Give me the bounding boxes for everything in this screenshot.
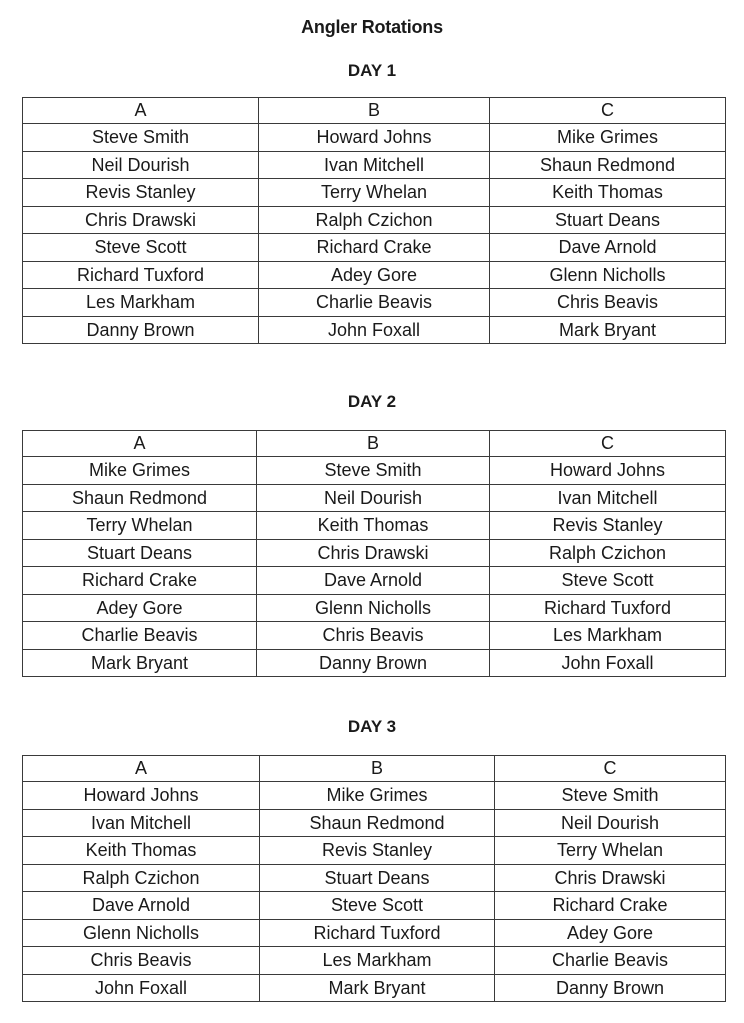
angler-cell: Howard Johns: [259, 124, 490, 152]
angler-cell: John Foxall: [23, 974, 260, 1002]
angler-cell: Keith Thomas: [257, 512, 490, 540]
angler-cell: Steve Scott: [260, 892, 495, 920]
angler-cell: Shaun Redmond: [490, 151, 726, 179]
angler-cell: Terry Whelan: [23, 512, 257, 540]
angler-cell: Terry Whelan: [259, 179, 490, 207]
column-header: B: [259, 98, 490, 124]
column-header: A: [23, 98, 259, 124]
angler-cell: Terry Whelan: [495, 837, 726, 865]
day-3-heading: DAY 3: [347, 717, 397, 736]
table-row: [23, 837, 726, 865]
angler-cell: Richard Crake: [23, 567, 257, 595]
angler-cell: Les Markham: [23, 289, 259, 317]
angler-cell: Stuart Deans: [23, 539, 257, 567]
angler-cell: Shaun Redmond: [23, 484, 257, 512]
angler-cell: Keith Thomas: [23, 837, 260, 865]
column-header: A: [23, 431, 257, 457]
angler-cell: Chris Beavis: [490, 289, 726, 317]
table-row: [23, 947, 726, 975]
angler-cell: Charlie Beavis: [495, 947, 726, 975]
table-row: [23, 457, 726, 485]
table-row: [23, 622, 726, 650]
angler-cell: Adey Gore: [495, 919, 726, 947]
angler-cell: Danny Brown: [257, 649, 490, 677]
angler-cell: Charlie Beavis: [23, 622, 257, 650]
angler-cell: Steve Scott: [23, 234, 259, 262]
column-header: C: [490, 431, 726, 457]
angler-cell: Mike Grimes: [260, 782, 495, 810]
angler-cell: Howard Johns: [490, 457, 726, 485]
angler-cell: Ivan Mitchell: [490, 484, 726, 512]
table-row: [23, 206, 726, 234]
day-2-table: [22, 430, 726, 677]
angler-cell: Revis Stanley: [260, 837, 495, 865]
document-title: Angler Rotations: [301, 17, 443, 37]
table-row: [23, 809, 726, 837]
angler-cell: Steve Smith: [257, 457, 490, 485]
angler-cell: Dave Arnold: [257, 567, 490, 595]
table-header-row: [23, 756, 726, 782]
angler-cell: Richard Tuxford: [260, 919, 495, 947]
table-row: [23, 919, 726, 947]
angler-cell: Neil Dourish: [23, 151, 259, 179]
angler-cell: Mark Bryant: [23, 649, 257, 677]
column-header: C: [495, 756, 726, 782]
angler-cell: Mark Bryant: [260, 974, 495, 1002]
day-2-heading: DAY 2: [347, 392, 397, 411]
angler-cell: Chris Beavis: [257, 622, 490, 650]
angler-cell: Chris Drawski: [257, 539, 490, 567]
angler-cell: Glenn Nicholls: [257, 594, 490, 622]
table-row: [23, 567, 726, 595]
table-row: [23, 484, 726, 512]
column-header: A: [23, 756, 260, 782]
angler-cell: Charlie Beavis: [259, 289, 490, 317]
angler-cell: Mike Grimes: [490, 124, 726, 152]
angler-cell: Chris Drawski: [23, 206, 259, 234]
angler-cell: Ralph Czichon: [23, 864, 260, 892]
angler-cell: Chris Drawski: [495, 864, 726, 892]
table-row: [23, 892, 726, 920]
angler-cell: Ralph Czichon: [490, 539, 726, 567]
table-row: [23, 974, 726, 1002]
angler-cell: Neil Dourish: [495, 809, 726, 837]
table-row: [23, 124, 726, 152]
angler-cell: John Foxall: [490, 649, 726, 677]
table-row: [23, 539, 726, 567]
angler-cell: Howard Johns: [23, 782, 260, 810]
angler-cell: Dave Arnold: [23, 892, 260, 920]
angler-cell: Stuart Deans: [490, 206, 726, 234]
angler-cell: John Foxall: [259, 316, 490, 344]
angler-cell: Glenn Nicholls: [23, 919, 260, 947]
angler-cell: Steve Smith: [495, 782, 726, 810]
column-header: C: [490, 98, 726, 124]
angler-cell: Ralph Czichon: [259, 206, 490, 234]
table-row: [23, 594, 726, 622]
angler-cell: Glenn Nicholls: [490, 261, 726, 289]
angler-cell: Dave Arnold: [490, 234, 726, 262]
angler-cell: Danny Brown: [495, 974, 726, 1002]
angler-cell: Shaun Redmond: [260, 809, 495, 837]
column-header: B: [257, 431, 490, 457]
day-3-table: [22, 755, 726, 1002]
angler-cell: Richard Tuxford: [23, 261, 259, 289]
angler-cell: Mark Bryant: [490, 316, 726, 344]
table-row: [23, 864, 726, 892]
angler-cell: Adey Gore: [23, 594, 257, 622]
table-row: [23, 234, 726, 262]
table-row: [23, 512, 726, 540]
table-row: [23, 289, 726, 317]
angler-cell: Richard Tuxford: [490, 594, 726, 622]
angler-cell: Adey Gore: [259, 261, 490, 289]
angler-cell: Richard Crake: [495, 892, 726, 920]
angler-cell: Les Markham: [260, 947, 495, 975]
angler-cell: Steve Smith: [23, 124, 259, 152]
day-1-heading: DAY 1: [347, 61, 397, 80]
angler-cell: Stuart Deans: [260, 864, 495, 892]
angler-cell: Ivan Mitchell: [23, 809, 260, 837]
table-header-row: [23, 98, 726, 124]
table-row: [23, 179, 726, 207]
table-row: [23, 151, 726, 179]
table-header-row: [23, 431, 726, 457]
angler-cell: Chris Beavis: [23, 947, 260, 975]
angler-cell: Ivan Mitchell: [259, 151, 490, 179]
angler-cell: Steve Scott: [490, 567, 726, 595]
angler-cell: Danny Brown: [23, 316, 259, 344]
angler-cell: Richard Crake: [259, 234, 490, 262]
angler-cell: Revis Stanley: [23, 179, 259, 207]
table-row: [23, 261, 726, 289]
angler-cell: Mike Grimes: [23, 457, 257, 485]
column-header: B: [260, 756, 495, 782]
angler-cell: Les Markham: [490, 622, 726, 650]
table-row: [23, 649, 726, 677]
table-row: [23, 316, 726, 344]
angler-cell: Neil Dourish: [257, 484, 490, 512]
table-row: [23, 782, 726, 810]
angler-cell: Keith Thomas: [490, 179, 726, 207]
angler-cell: Revis Stanley: [490, 512, 726, 540]
day-1-table: [22, 97, 726, 344]
